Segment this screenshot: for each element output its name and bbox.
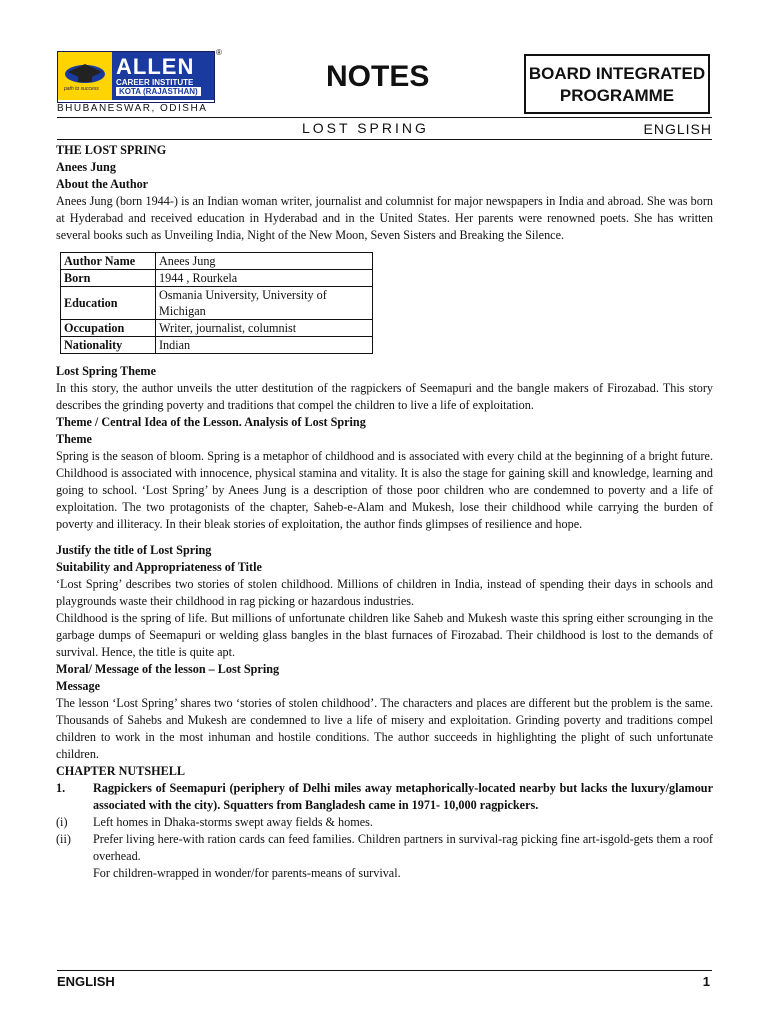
about-text: Anees Jung (born 1944-) is an Indian woman writer, journalist and columnist for major newspapers in India and abroad. She was born at Hyderabad and received education in Hyderabad and in the United States. Her parents were renowned poets. She has written several books such as Unveiling India, Night of the New Moon, Seven Sisters and Breaking the Silence. <box>56 194 713 242</box>
table-value: Anees Jung <box>156 253 373 270</box>
chapter-bar <box>0 120 768 138</box>
registered-mark: ® <box>216 48 222 57</box>
list-number: (i) <box>56 815 68 829</box>
logo-line2: KOTA (RAJASTHAN) <box>116 87 201 96</box>
table-key: Author Name <box>61 253 156 270</box>
moral-heading: Moral/ Message of the lesson – Lost Spring <box>56 662 280 676</box>
doc-author: Anees Jung <box>56 160 116 174</box>
about-heading: About the Author <box>56 177 149 191</box>
table-row <box>61 337 373 354</box>
list-item <box>56 865 713 882</box>
notes-title: NOTES <box>326 60 430 93</box>
doc-title: THE LOST SPRING <box>56 143 167 157</box>
author-table <box>60 252 373 354</box>
programme-box <box>524 54 710 114</box>
document-body <box>56 142 713 882</box>
list-text: Ragpickers of Seemapuri (periphery of Delhi miles away metaphorically-located nearby but lacks the luxury/glamour associated with the city). Squatters from Bangladesh came in 1971- 10,000 ragpickers. <box>93 781 713 812</box>
table-key: Nationality <box>61 337 156 354</box>
message-subheading: Message <box>56 679 100 693</box>
list-item <box>56 814 713 831</box>
list-number: 1. <box>56 781 66 795</box>
programme-line1: BOARD INTEGRATED <box>528 64 706 83</box>
table-key: Born <box>61 270 156 287</box>
table-key: Occupation <box>61 320 156 337</box>
logo-line1: CAREER INSTITUTE <box>116 78 194 87</box>
suitability-text-1: ‘Lost Spring’ describes two stories of stolen childhood. Millions of children in India, instead of spending their days in schools and playgrounds waste their childhood in rag picking or hazardous industries. <box>56 577 713 608</box>
header-rule-top <box>57 117 712 118</box>
suitability-heading: Suitability and Appropriateness of Title <box>56 560 262 574</box>
list-number: (ii) <box>56 832 71 846</box>
table-row <box>61 253 373 270</box>
mortarboard-icon <box>58 52 112 100</box>
theme-heading: Lost Spring Theme <box>56 364 156 378</box>
table-value: Indian <box>156 337 373 354</box>
table-row <box>61 287 373 320</box>
subject-label: ENGLISH <box>643 121 712 137</box>
suitability-text-2: Childhood is the spring of life. But millions of unfortunate children like Saheb and Mukesh waste this spring either scrounging in the garbage dumps of Seemapuri or welding glass bangles in the blast furnaces of Firozabad. Their childhood is lost to the demands of survival. Hence, the title is quite apt. <box>56 611 713 659</box>
city-label: BHUBANESWAR, ODISHA <box>57 103 208 114</box>
table-value: Osmania University, University of Michigan <box>156 287 373 320</box>
footer-subject: ENGLISH <box>57 974 115 989</box>
logo-wordmark <box>112 52 214 100</box>
chapter-title: LOST SPRING <box>302 120 429 136</box>
header-rule-bottom <box>57 139 712 140</box>
logo-emblem <box>58 52 112 100</box>
table-value: Writer, journalist, columnist <box>156 320 373 337</box>
central-heading: Theme / Central Idea of the Lesson. Analysis of Lost Spring <box>56 415 366 429</box>
list-text: Prefer living here-with ration cards can feed families. Children partners in survival-rag picking fine art-isgold-gets them a roof overhead. <box>93 832 713 863</box>
table-key: Education <box>61 287 156 320</box>
list-item <box>56 831 713 865</box>
footer-rule <box>57 970 712 971</box>
justify-heading: Justify the title of Lost Spring <box>56 543 212 557</box>
central-text: Spring is the season of bloom. Spring is a metaphor of childhood and is associated with every child at the beginning of a bright future. Childhood is associated with innocence, physical stamina and vitality. It is also the stage for gaining skill and knowledge, learning and going to school. ‘Lost Spring’ by Anees Jung is a description of those poor children who are condemned to poverty and a life of exploitation. The two protagonists of the chapter, Saheb-e-Alam and Mukesh, lose their childhood while carrying the burden of poverty and illiteracy. In their bleak stories of exploitation, the author finds glimpses of resilience and hope. <box>56 449 713 531</box>
table-row <box>61 270 373 287</box>
page-header <box>0 0 768 120</box>
message-text: The lesson ‘Lost Spring’ shares two ‘stories of stolen childhood’. The characters and places are different but the problem is the same. Thousands of Sahebs and Mukesh are condemned to live a life of misery and exploitation. Grinding poverty and traditions compel children to work in the most inhuman and hostile conditions. The author succeeds in highlighting the plight of such unfortunate children. <box>56 696 713 761</box>
list-text-continued: For children-wrapped in wonder/for parents-means of survival. <box>93 866 401 880</box>
list-text: Left homes in Dhaka-storms swept away fields & homes. <box>93 815 373 829</box>
page-number: 1 <box>702 974 710 989</box>
theme-text: In this story, the author unveils the utter destitution of the ragpickers of Seemapuri and the bangle makers of Firozabad. This story describes the grinding poverty and traditions that compel the children to live a life of exploitation. <box>56 381 713 412</box>
nutshell-heading: CHAPTER NUTSHELL <box>56 764 186 778</box>
table-value: 1944 , Rourkela <box>156 270 373 287</box>
list-item <box>56 780 713 814</box>
table-row <box>61 320 373 337</box>
allen-logo <box>57 51 215 103</box>
logo-brand: ALLEN <box>116 54 195 79</box>
programme-line2: PROGRAMME <box>559 86 675 105</box>
theme-subheading: Theme <box>56 432 92 446</box>
logo-tagline: path to success <box>64 86 99 92</box>
